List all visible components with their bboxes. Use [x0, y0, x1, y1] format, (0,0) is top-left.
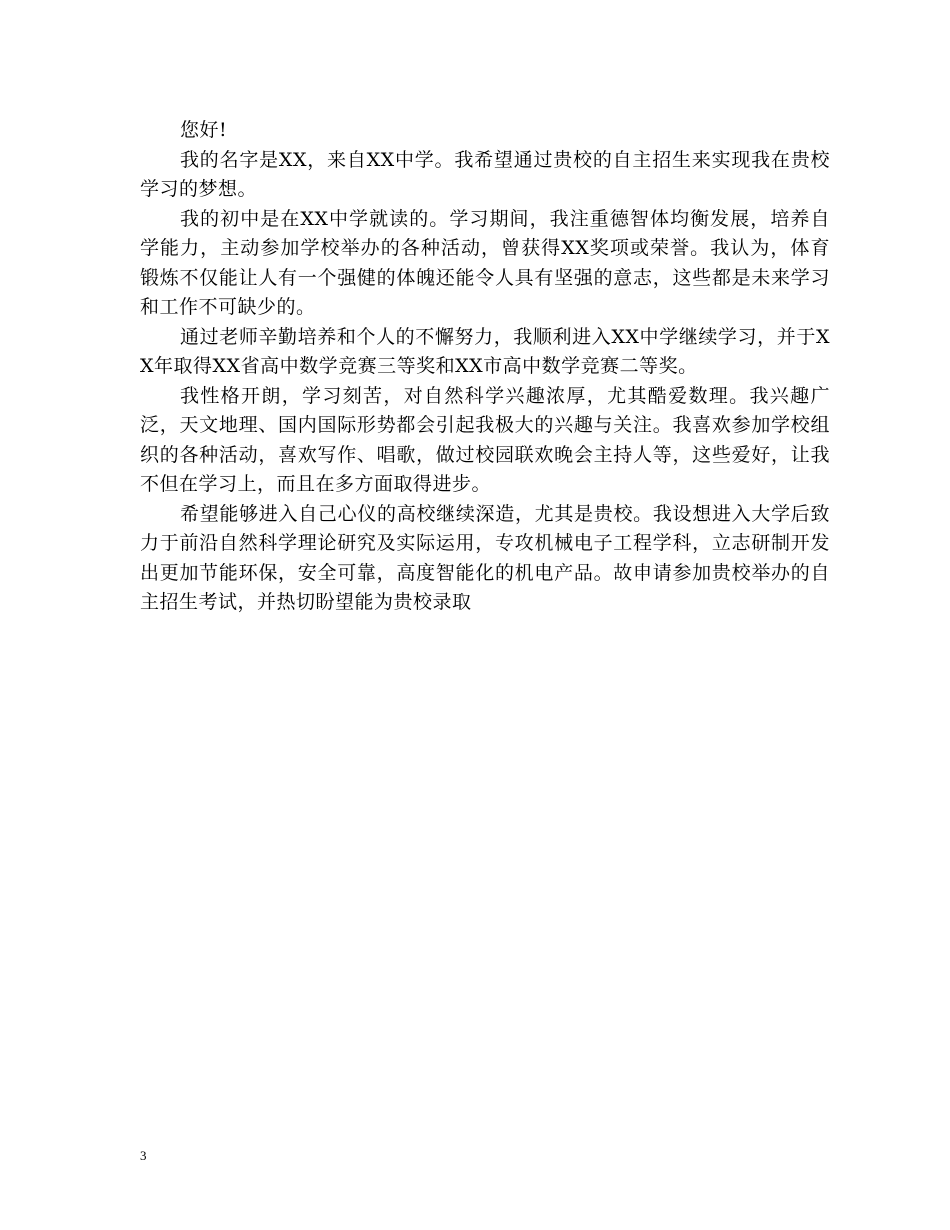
- personality-paragraph: 我性格开朗，学习刻苦，对自然科学兴趣浓厚，尤其酷爱数理。我兴趣广泛，天文地理、国内国际形势都会引起我极大的兴趣与关注。我喜欢参加学校组织的各种活动，喜欢写作、唱歌，做过校园联欢晚会主持人等，这些爱好，让我不但在学习上，而且在多方面取得进步。: [140, 384, 830, 495]
- introduction-paragraph: 我的名字是XX，来自XX中学。我希望通过贵校的自主招生来实现我在贵校学习的梦想。: [140, 148, 830, 200]
- greeting-paragraph: 您好!: [180, 119, 228, 141]
- junior-school-paragraph: 我的初中是在XX中学就读的。学习期间，我注重德智体均衡发展，培养自学能力，主动参加学校举办的各种活动，曾获得XX奖项或荣誉。我认为，体育锻炼不仅能让人有一个强健的体魄还能令人具有坚强的意志，这些都是未来学习和工作不可缺少的。: [140, 207, 830, 318]
- letter-body: [140, 116, 830, 618]
- achievements-paragraph: 通过老师辛勤培养和个人的不懈努力，我顺利进入XX中学继续学习，并于XX年取得XX省高中数学竞赛三等奖和XX市高中数学竞赛二等奖。: [140, 325, 830, 377]
- aspiration-paragraph: 希望能够进入自己心仪的高校继续深造，尤其是贵校。我设想进入大学后致力于前沿自然科学理论研究及实际运用，专攻机械电子工程学科，立志研制开发出更加节能环保，安全可靠，高度智能化的机电产品。故申请参加贵校举办的自主招生考试，并热切盼望能为贵校录取: [140, 502, 830, 613]
- page-number: 3: [140, 1148, 147, 1163]
